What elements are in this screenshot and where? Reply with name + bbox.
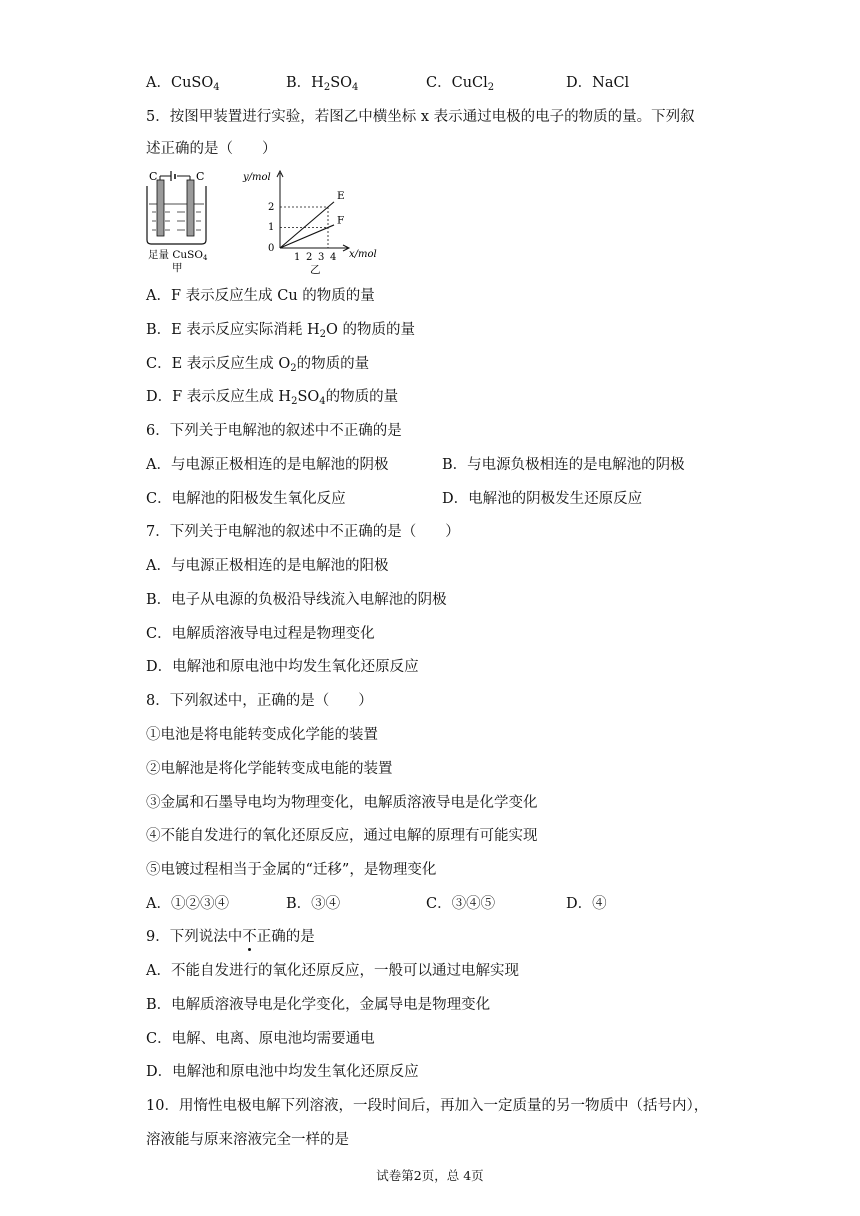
x-tick-3: 3 xyxy=(318,252,325,263)
q5-option-d-text-end: 的物质的量 xyxy=(325,389,399,405)
q5-stem-line2: 述正确的是（ ） xyxy=(146,141,277,157)
q7-option-a: A．与电源正极相连的是电解池的阳极 xyxy=(146,558,389,574)
q4-option-c-text: C．CuCl xyxy=(426,75,488,91)
q5-option-b xyxy=(146,320,415,340)
q6-option-c: C．电解池的阳极发生氧化反应 xyxy=(146,491,346,507)
q9-stem-pre: 9．下列说法中 xyxy=(146,929,243,945)
q10-stem-line1: 10．用惰性电极电解下列溶液，一段时间后，再加入一定质量的另一物质中（括号内）， xyxy=(146,1098,709,1114)
q10-stem-line2: 溶液能与原来溶液完全一样的是 xyxy=(146,1132,349,1148)
q4-option-b-text: B．H xyxy=(286,75,324,91)
carbon-electrode-right xyxy=(187,180,194,236)
q8-option-c: C．③④⑤ xyxy=(426,896,496,912)
sub-4: 4 xyxy=(352,82,359,93)
y-axis-label: y/mol xyxy=(243,172,271,183)
q7-option-b: B．电子从电源的负极沿导线流入电解池的阴极 xyxy=(146,592,447,608)
q9-option-b: B．电解质溶液导电是化学变化，金属导电是物理变化 xyxy=(146,997,491,1013)
series-label-e: E xyxy=(337,190,345,202)
q7-stem: 7．下列关于电解池的叙述中不正确的是（ ） xyxy=(146,524,460,540)
graph-yi xyxy=(242,171,377,276)
y-tick-2: 2 xyxy=(268,202,275,213)
q6-options-row1 xyxy=(146,455,746,475)
q9-emphasis-dot: 不 xyxy=(242,929,257,945)
cell-diagram-jia xyxy=(147,170,208,274)
q5-stem-line1: 5．按图甲装置进行实验，若图乙中横坐标 x 表示通过电极的电子的物质的量。下列叙 xyxy=(146,109,695,125)
sub-4: 4 xyxy=(319,396,326,407)
electrode-label-right: C xyxy=(196,170,205,183)
q5-figure xyxy=(144,168,389,278)
q8-stem: 8．下列叙述中，正确的是（ ） xyxy=(146,693,373,709)
q5-option-c-text: C．E 表示反应生成 O xyxy=(146,356,291,372)
x-tick-2: 2 xyxy=(306,252,313,263)
q6-option-d: D．电解池的阴极发生还原反应 xyxy=(442,491,643,507)
q7-option-d: D．电解池和原电池中均发生氧化还原反应 xyxy=(146,659,419,675)
beaker xyxy=(147,186,206,244)
q6-options-row2 xyxy=(146,489,746,509)
q5-option-d-text-mid: SO xyxy=(297,389,320,405)
q4-option-a xyxy=(146,73,286,93)
x-tick-4: 4 xyxy=(330,252,337,263)
q8-option-d: D．④ xyxy=(566,896,607,912)
series-line-e xyxy=(280,202,334,248)
page-footer: 试卷第2页，总 4页 xyxy=(376,1168,484,1183)
q8-statement-1: ①电池是将电能转变成化学能的装置 xyxy=(146,727,378,743)
sub-4: 4 xyxy=(213,82,220,93)
q4-option-a-text: A．CuSO xyxy=(146,75,214,91)
beaker-label: 足量 CuSO4 xyxy=(148,249,208,262)
q9-option-c: C．电解、电离、原电池均需要通电 xyxy=(146,1031,375,1047)
q8-statement-4: ④不能自发进行的氧化还原反应，通过电解的原理有可能实现 xyxy=(146,828,538,844)
q9-option-d: D．电解池和原电池中均发生氧化还原反应 xyxy=(146,1064,419,1080)
q4-option-d: D．NaCl xyxy=(566,75,630,91)
q5-option-d-text: D．F 表示反应生成 H xyxy=(146,389,292,405)
q8-statement-3: ③金属和石墨导电均为物理变化，电解质溶液导电是化学变化 xyxy=(146,795,538,811)
q5-option-b-text: B．E 表示反应实际消耗 H xyxy=(146,322,320,338)
series-label-f: F xyxy=(337,214,345,227)
electrode-label-left: C xyxy=(149,170,158,183)
sub-2: 2 xyxy=(319,329,326,340)
q9-option-a: A．不能自发进行的氧化还原反应，一般可以通过电解实现 xyxy=(146,963,519,979)
q8-options xyxy=(146,894,706,914)
q6-stem: 6．下列关于电解池的叙述中不正确的是 xyxy=(146,423,402,439)
q9-stem-post: 正确的是 xyxy=(256,929,315,945)
carbon-electrode-left xyxy=(157,180,164,236)
q5-option-a: A．F 表示反应生成 Cu 的物质的量 xyxy=(146,288,375,304)
sub-2: 2 xyxy=(487,82,495,93)
q8-statement-2: ②电解池是将化学能转变成电能的装置 xyxy=(146,761,393,777)
x-tick-1: 1 xyxy=(294,252,301,263)
q4-option-b: B．$H_2SO_4$ xyxy=(286,75,359,93)
q5-option-c-text-end: 的物质的量 xyxy=(296,356,370,372)
q4-options xyxy=(146,73,706,93)
series-line-f xyxy=(280,225,334,248)
q8-statement-5: ⑤电镀过程相当于金属的“迁移”，是物理变化 xyxy=(146,862,437,878)
sub-2: 2 xyxy=(323,82,331,93)
sub-2: 2 xyxy=(291,396,298,407)
q5-option-b-text-end: O 的物质的量 xyxy=(325,322,415,338)
x-axis-label: x/mol xyxy=(349,249,377,260)
sub-2: 2 xyxy=(290,363,297,374)
q6-option-a: A．与电源正极相连的是电解池的阴极 xyxy=(146,457,389,473)
q5-option-d xyxy=(146,387,398,407)
q5-option-c xyxy=(146,354,369,374)
caption-yi: 乙 xyxy=(310,264,321,276)
q9-stem xyxy=(146,927,315,947)
caption-jia: 甲 xyxy=(172,262,183,274)
y-tick-1: 1 xyxy=(268,222,275,233)
q8-option-a: A．①②③④ xyxy=(146,896,229,912)
y-tick-0: 0 xyxy=(268,243,275,254)
q8-option-b: B．③④ xyxy=(286,896,341,912)
q4-option-c xyxy=(426,73,566,93)
q7-option-c: C．电解质溶液导电过程是物理变化 xyxy=(146,626,375,642)
q6-option-b: B．与电源负极相连的是电解池的阴极 xyxy=(442,457,685,473)
